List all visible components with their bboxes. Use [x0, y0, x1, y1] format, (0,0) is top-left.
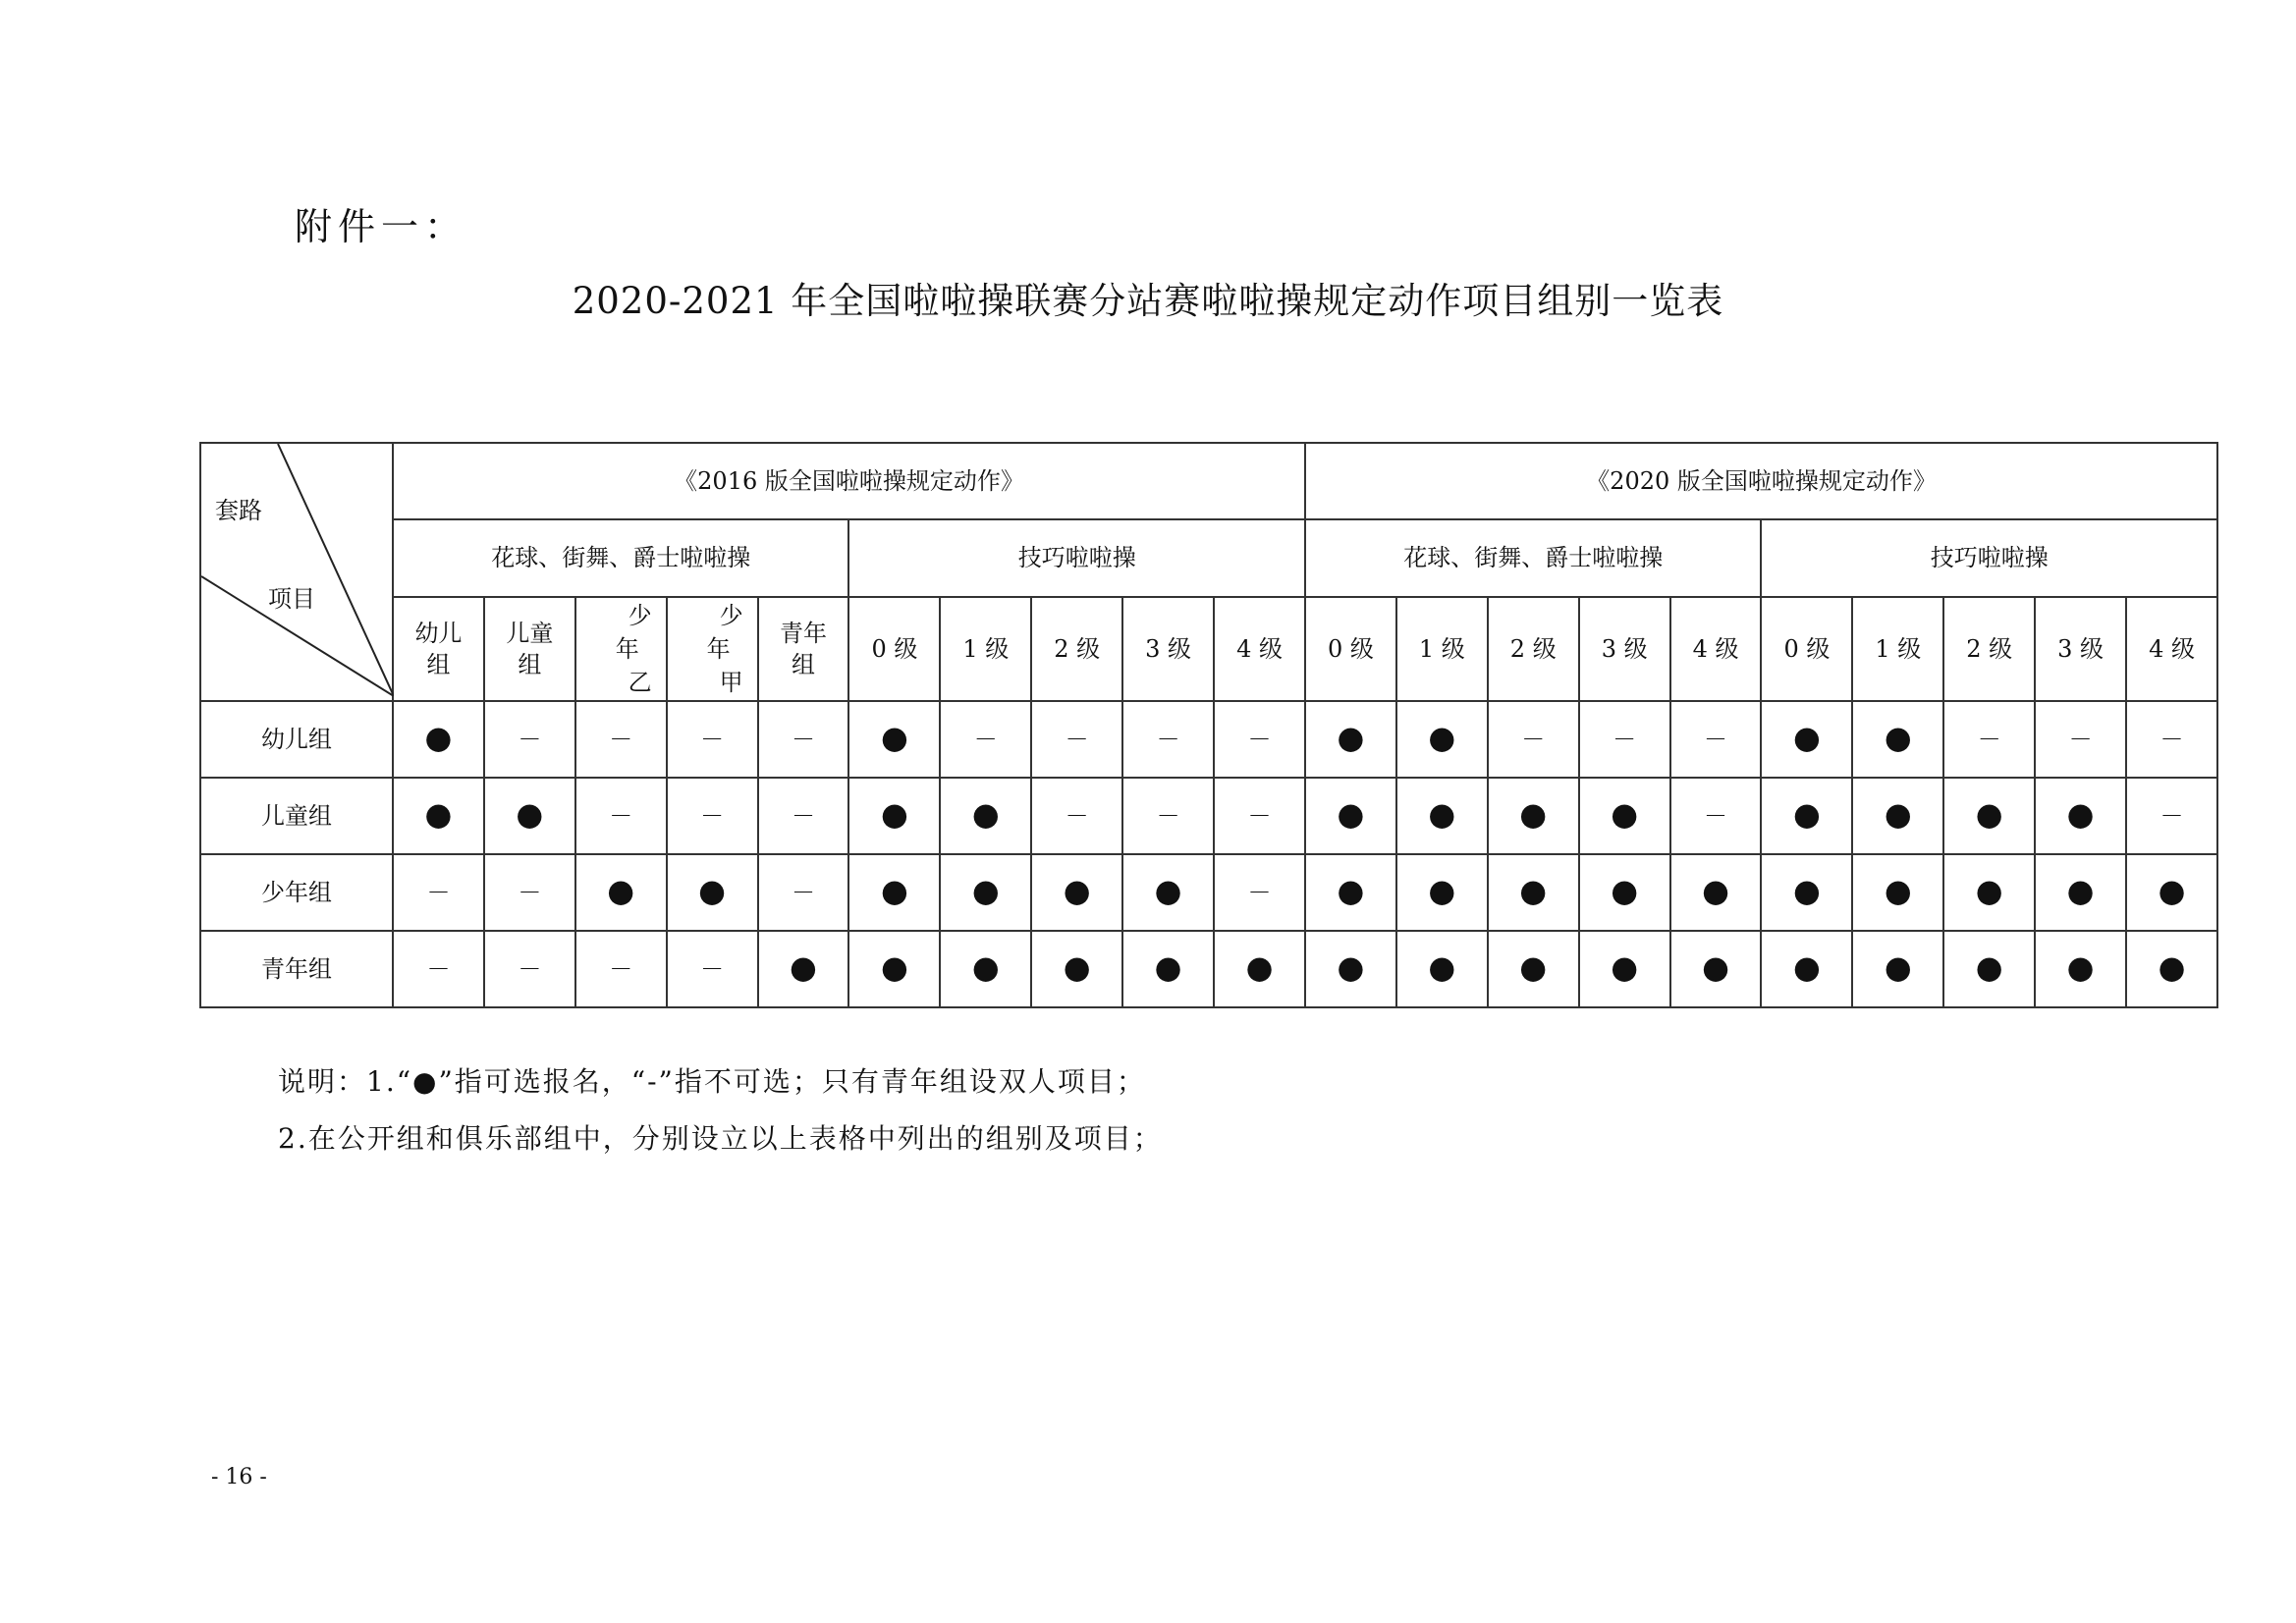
unavailable-mark: －	[2068, 725, 2093, 753]
available-mark: ●	[1975, 872, 2003, 910]
available-mark: ●	[1519, 872, 1548, 910]
unavailable-mark: －	[518, 725, 542, 753]
group-header-char: 乙	[628, 669, 652, 696]
table-cell	[667, 701, 758, 778]
table-cell	[758, 778, 849, 854]
table-cell	[1031, 778, 1122, 854]
group-header-toddler	[393, 597, 484, 701]
diagonal-corner-cell	[200, 443, 393, 701]
table-cell	[2035, 854, 2126, 931]
table-cell	[1579, 931, 1670, 1007]
table-cell	[393, 778, 484, 854]
available-mark: ●	[1428, 872, 1456, 910]
table-cell	[393, 701, 484, 778]
table-cell	[1943, 778, 2035, 854]
available-mark: ●	[2158, 948, 2186, 987]
available-mark: ●	[1337, 872, 1365, 910]
level-header: 1 级	[1396, 597, 1488, 701]
table-cell	[2126, 854, 2217, 931]
table-cell	[667, 854, 758, 931]
table-cell	[1761, 701, 1852, 778]
group-header-char: 少	[628, 602, 652, 629]
table-cell	[1396, 854, 1488, 931]
group-header-child	[484, 597, 575, 701]
table-cell	[1761, 778, 1852, 854]
category-header-row	[200, 519, 2217, 597]
unavailable-mark: －	[426, 878, 451, 906]
table-row	[200, 854, 2217, 931]
level-header: 1 级	[940, 597, 1031, 701]
available-mark: ●	[516, 795, 544, 834]
table-cell	[1214, 778, 1305, 854]
table-cell	[1214, 854, 1305, 931]
table-cell	[1579, 778, 1670, 854]
table-cell	[848, 701, 940, 778]
unavailable-mark: －	[1065, 725, 1089, 753]
table-cell	[1670, 778, 1762, 854]
level-header: 2 级	[1943, 597, 2035, 701]
available-mark: ●	[2066, 795, 2095, 834]
table-cell	[484, 701, 575, 778]
unavailable-mark: －	[518, 954, 542, 983]
group-header-youth	[758, 597, 849, 701]
unavailable-mark: －	[700, 725, 725, 753]
available-mark: ●	[698, 872, 727, 910]
table-cell	[2035, 701, 2126, 778]
table-cell	[1305, 931, 1396, 1007]
corner-label-routine: 套路	[215, 497, 262, 524]
table-cell	[758, 931, 849, 1007]
level-header: 3 级	[1579, 597, 1670, 701]
page-number: - 16 -	[211, 1465, 267, 1489]
note-2: 2.在公开组和俱乐部组中，分别设立以上表格中列出的组别及项目；	[278, 1122, 1163, 1155]
table-cell	[2126, 701, 2217, 778]
table-cell	[848, 931, 940, 1007]
table-cell	[484, 778, 575, 854]
available-mark: ●	[2066, 948, 2095, 987]
row-label: 儿童组	[200, 778, 393, 854]
table-cell	[758, 701, 849, 778]
table-cell	[1305, 854, 1396, 931]
available-mark: ●	[1611, 872, 1639, 910]
unavailable-mark: －	[426, 954, 451, 983]
unavailable-mark: －	[700, 801, 725, 830]
available-mark: ●	[2066, 872, 2095, 910]
available-mark: ●	[880, 872, 908, 910]
table-cell	[1031, 701, 1122, 778]
group-header-text: 青年	[780, 619, 827, 647]
available-mark: ●	[1792, 872, 1821, 910]
unavailable-mark: －	[1156, 725, 1180, 753]
table-cell	[1943, 854, 2035, 931]
unavailable-mark: －	[518, 878, 542, 906]
unavailable-mark: －	[1065, 801, 1089, 830]
unavailable-mark: －	[1977, 725, 2001, 753]
level-header: 2 级	[1031, 597, 1122, 701]
available-mark: ●	[1975, 948, 2003, 987]
table-cell	[1670, 931, 1762, 1007]
available-mark: ●	[971, 872, 1000, 910]
unavailable-mark: －	[1704, 801, 1728, 830]
group-header-text: 组	[426, 651, 451, 678]
table-cell	[1305, 778, 1396, 854]
row-label: 青年组	[200, 931, 393, 1007]
available-mark: ●	[1428, 795, 1456, 834]
table-cell	[1852, 701, 1943, 778]
table-cell	[1852, 931, 1943, 1007]
available-mark: ●	[1519, 948, 1548, 987]
available-mark: ●	[1519, 795, 1548, 834]
unavailable-mark: －	[973, 725, 998, 753]
available-mark: ●	[1884, 719, 1912, 757]
table-cell	[2035, 931, 2126, 1007]
table-cell	[1396, 701, 1488, 778]
corner-label-event: 项目	[268, 585, 315, 613]
available-mark: ●	[1702, 948, 1729, 987]
table-cell	[940, 701, 1031, 778]
table-cell	[1305, 701, 1396, 778]
table-cell	[1852, 854, 1943, 931]
table-cell	[940, 778, 1031, 854]
available-mark: ●	[1428, 948, 1456, 987]
level-header: 3 级	[2035, 597, 2126, 701]
available-mark: ●	[1337, 795, 1365, 834]
category-2020-dance: 花球、街舞、爵士啦啦操	[1305, 519, 1761, 597]
group-header-text: 组	[792, 651, 815, 678]
group-header-text: 组	[518, 651, 542, 678]
table-cell	[1031, 854, 1122, 931]
unavailable-mark: －	[1247, 801, 1272, 830]
unavailable-mark: －	[1521, 725, 1546, 753]
available-mark: ●	[424, 795, 453, 834]
table-cell	[1122, 778, 1214, 854]
available-mark: ●	[1154, 872, 1182, 910]
table-cell	[758, 854, 849, 931]
available-mark: ●	[1884, 795, 1912, 834]
table-cell	[1761, 854, 1852, 931]
table-cell	[1396, 778, 1488, 854]
available-mark: ●	[607, 872, 635, 910]
table-cell	[1214, 701, 1305, 778]
group-header-char: 甲	[719, 669, 743, 696]
document-title: 2020-2021 年全国啦啦操联赛分站赛啦啦操规定动作项目组别一览表	[572, 280, 1724, 322]
table-body	[200, 701, 2217, 1007]
unavailable-mark: －	[1247, 725, 1272, 753]
group-header-char: 少	[719, 602, 743, 629]
level-header: 1 级	[1852, 597, 1943, 701]
table-cell	[940, 854, 1031, 931]
table-row	[200, 931, 2217, 1007]
available-mark: ●	[1245, 948, 1274, 987]
available-mark: ●	[1063, 948, 1091, 987]
category-2016-dance: 花球、街舞、爵士啦啦操	[393, 519, 848, 597]
unavailable-mark: －	[1156, 801, 1180, 830]
unavailable-mark: －	[609, 725, 633, 753]
table-cell	[1214, 931, 1305, 1007]
table-cell	[1488, 931, 1579, 1007]
available-mark: ●	[1611, 795, 1639, 834]
unavailable-mark: －	[792, 725, 815, 753]
table-cell	[484, 854, 575, 931]
available-mark: ●	[880, 948, 908, 987]
note-1: 说明：1.“●”指可选报名，“-”指不可选；只有青年组设双人项目；	[278, 1065, 1146, 1098]
table-cell	[848, 854, 940, 931]
level-header: 4 级	[1670, 597, 1762, 701]
available-mark: ●	[971, 948, 1000, 987]
available-mark: ●	[880, 719, 908, 757]
available-mark: ●	[1792, 719, 1821, 757]
unavailable-mark: －	[700, 954, 725, 983]
table-cell	[1488, 778, 1579, 854]
available-mark: ●	[790, 948, 817, 987]
category-2016-stunt: 技巧啦啦操	[848, 519, 1305, 597]
unavailable-mark: －	[792, 878, 815, 906]
unavailable-mark: －	[792, 801, 815, 830]
available-mark: ●	[1154, 948, 1182, 987]
table-cell	[1852, 778, 1943, 854]
version-2016-header: 《2016 版全国啦啦操规定动作》	[393, 443, 1305, 519]
available-mark: ●	[1792, 948, 1821, 987]
level-header: 2 级	[1488, 597, 1579, 701]
available-mark: ●	[1792, 795, 1821, 834]
category-2020-stunt: 技巧啦啦操	[1761, 519, 2217, 597]
table-cell	[393, 931, 484, 1007]
available-mark: ●	[1702, 872, 1729, 910]
unavailable-mark: －	[1704, 725, 1728, 753]
table-cell	[667, 778, 758, 854]
group-header-char: 年	[706, 635, 731, 663]
table-cell	[484, 931, 575, 1007]
available-mark: ●	[1063, 872, 1091, 910]
unavailable-mark: －	[609, 954, 633, 983]
table-cell	[1943, 931, 2035, 1007]
table-cell	[1122, 931, 1214, 1007]
level-header: 0 级	[1761, 597, 1852, 701]
group-header-text: 儿童	[506, 619, 554, 647]
level-header: 4 级	[1214, 597, 1305, 701]
version-2020-header: 《2020 版全国啦啦操规定动作》	[1305, 443, 2217, 519]
table-cell	[848, 778, 940, 854]
group-header-junior-a	[667, 597, 758, 701]
available-mark: ●	[1884, 948, 1912, 987]
row-label: 少年组	[200, 854, 393, 931]
annex-label: 附件一：	[295, 205, 468, 248]
available-mark: ●	[971, 795, 1000, 834]
level-header: 4 级	[2126, 597, 2217, 701]
table-row	[200, 778, 2217, 854]
available-mark: ●	[424, 719, 453, 757]
table-cell	[1396, 931, 1488, 1007]
group-level-header-row	[200, 597, 2217, 701]
available-mark: ●	[2158, 872, 2186, 910]
events-table	[199, 442, 2218, 1008]
unavailable-mark: －	[1247, 878, 1272, 906]
table-cell	[2126, 778, 2217, 854]
table-cell	[1122, 701, 1214, 778]
table-cell	[575, 778, 667, 854]
table-cell	[667, 931, 758, 1007]
unavailable-mark: －	[2159, 725, 2184, 753]
level-header: 0 级	[1305, 597, 1396, 701]
available-mark: ●	[1428, 719, 1456, 757]
group-header-junior-b	[575, 597, 667, 701]
table-cell	[2035, 778, 2126, 854]
available-mark: ●	[1337, 719, 1365, 757]
table-cell	[1579, 701, 1670, 778]
available-mark: ●	[1975, 795, 2003, 834]
table-row	[200, 701, 2217, 778]
version-header-row	[200, 443, 2217, 519]
level-header: 0 级	[848, 597, 940, 701]
level-header: 3 级	[1122, 597, 1214, 701]
table-cell	[940, 931, 1031, 1007]
available-mark: ●	[880, 795, 908, 834]
table-cell	[1579, 854, 1670, 931]
table-cell	[1670, 701, 1762, 778]
table-cell	[1031, 931, 1122, 1007]
table-cell	[1488, 854, 1579, 931]
group-header-char: 年	[615, 635, 639, 663]
table-cell	[1761, 931, 1852, 1007]
group-header-text: 幼儿	[414, 619, 463, 647]
available-mark: ●	[1884, 872, 1912, 910]
table-cell	[575, 854, 667, 931]
table-cell	[2126, 931, 2217, 1007]
available-mark: ●	[1337, 948, 1365, 987]
table-cell	[393, 854, 484, 931]
diagonal-lines	[201, 444, 394, 696]
table-cell	[1122, 854, 1214, 931]
unavailable-mark: －	[609, 801, 633, 830]
unavailable-mark: －	[1613, 725, 1637, 753]
unavailable-mark: －	[2159, 801, 2184, 830]
table-cell	[1488, 701, 1579, 778]
available-mark: ●	[1611, 948, 1639, 987]
table-cell	[1943, 701, 2035, 778]
table-cell	[575, 701, 667, 778]
table-cell	[1670, 854, 1762, 931]
table-cell	[575, 931, 667, 1007]
row-label: 幼儿组	[200, 701, 393, 778]
